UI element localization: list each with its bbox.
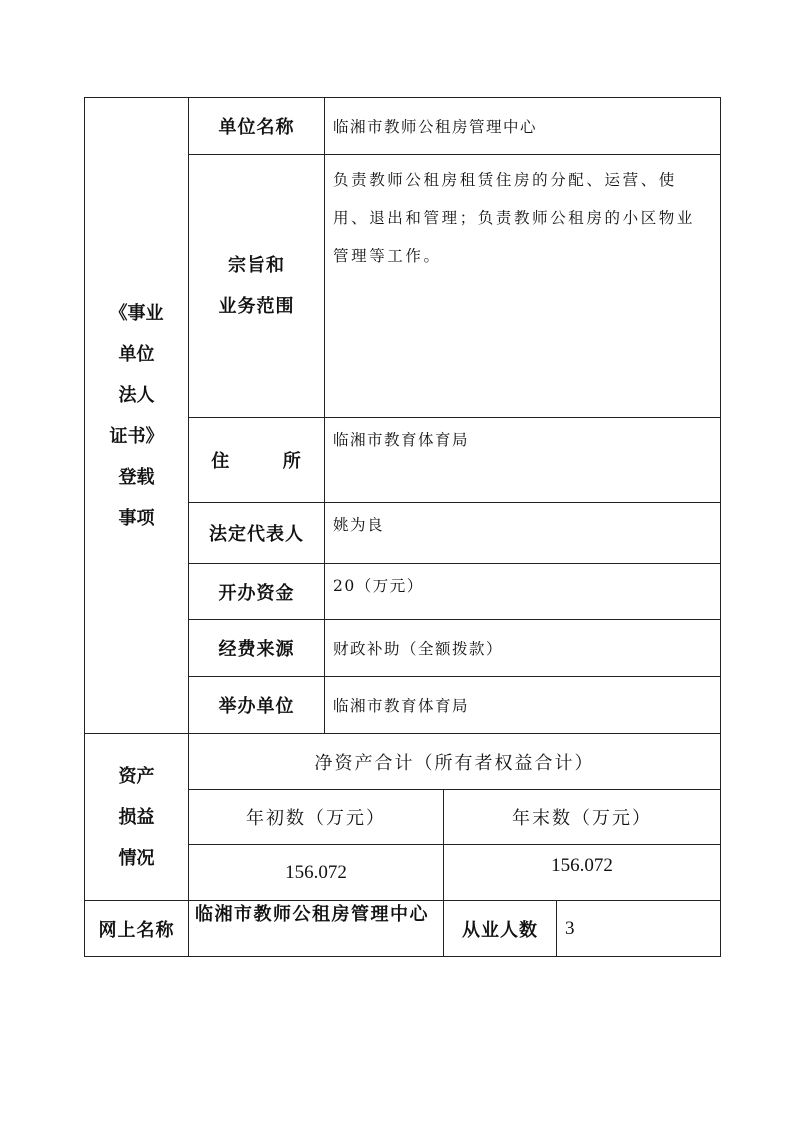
purpose-value-line: 管理等工作。 — [333, 247, 442, 265]
registration-form — [84, 97, 720, 957]
address-label — [189, 418, 325, 503]
purpose-value-line: 用、退出和管理；负责教师公租房的小区物业 — [333, 209, 696, 227]
form-table — [84, 97, 721, 957]
registered-capital-label: 开办资金 — [189, 564, 325, 620]
side-label-line: 法人 — [118, 384, 155, 406]
online-name-value: 临湘市教师公租房管理中心 — [189, 901, 444, 957]
legal-representative-value: 姚为良 — [325, 503, 721, 564]
net-assets-header: 净资产合计（所有者权益合计） — [189, 734, 721, 790]
address-label-char: 住 — [211, 451, 231, 472]
side-label-line: 登载 — [118, 466, 155, 488]
funding-source-label: 经费来源 — [189, 620, 325, 677]
purpose-value-line: 负责教师公租房租赁住房的分配、运营、使 — [333, 171, 677, 189]
unit-name-label: 单位名称 — [189, 98, 325, 155]
unit-name-value: 临湘市教师公租房管理中心 — [325, 98, 721, 155]
staff-count-value: 3 — [557, 901, 721, 957]
assets-side-label — [85, 734, 189, 901]
address-label-char: 所 — [282, 451, 302, 472]
side-label-line: 损益 — [118, 806, 155, 828]
side-label-line: 事项 — [118, 507, 155, 529]
funding-source-value: 财政补助（全额拨款） — [325, 620, 721, 677]
purpose-label-line: 宗旨和 — [228, 255, 285, 276]
purpose-scope-value — [325, 155, 721, 418]
side-label-line: 资产 — [118, 765, 155, 787]
online-name-label: 网上名称 — [85, 901, 189, 957]
sponsor-label: 举办单位 — [189, 677, 325, 734]
sponsor-value: 临湘市教育体育局 — [325, 677, 721, 734]
end-of-year-value: 156.072 — [444, 845, 721, 901]
purpose-scope-label — [189, 155, 325, 418]
row-online-name — [85, 901, 721, 957]
row-unit-name — [85, 98, 721, 155]
start-of-year-value: 156.072 — [189, 845, 444, 901]
end-of-year-label: 年末数（万元） — [444, 790, 721, 845]
side-label-line: 《事业 — [109, 302, 164, 324]
staff-count-label: 从业人数 — [444, 901, 557, 957]
row-net-assets-header — [85, 734, 721, 790]
side-label-line: 情况 — [118, 847, 155, 869]
start-of-year-label: 年初数（万元） — [189, 790, 444, 845]
side-label-line: 证书》 — [109, 425, 164, 447]
side-label-line: 单位 — [118, 343, 155, 365]
registration-side-label — [85, 98, 189, 734]
legal-representative-label: 法定代表人 — [189, 503, 325, 564]
registered-capital-value: 20（万元） — [325, 564, 721, 620]
purpose-label-line: 业务范围 — [218, 296, 295, 317]
address-value: 临湘市教育体育局 — [325, 418, 721, 503]
